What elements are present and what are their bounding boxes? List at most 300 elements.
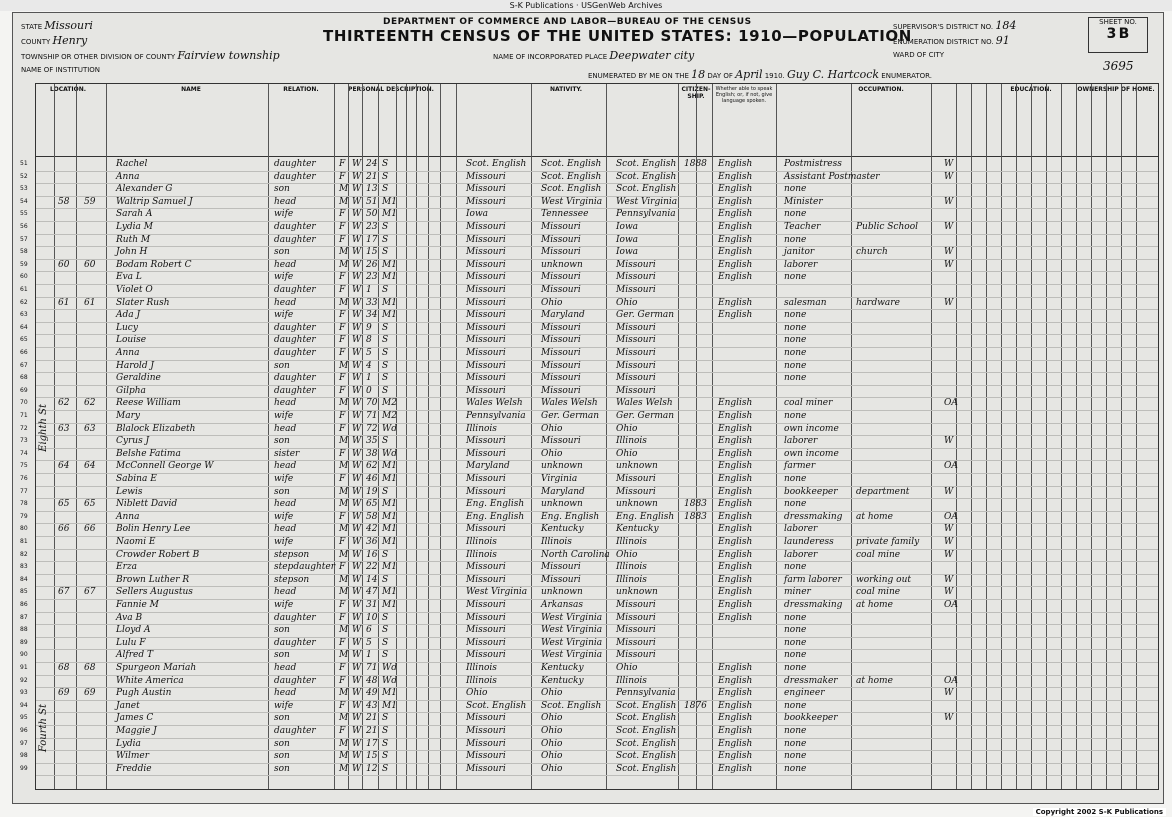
cell-race: W — [352, 726, 362, 736]
cell-occ: farm laborer — [784, 574, 842, 585]
cell-sex: F — [339, 726, 346, 736]
cell-sex: F — [339, 663, 346, 673]
cell-rel: head — [274, 688, 297, 699]
cell-ms: M1 — [382, 474, 397, 484]
cell-sex: F — [339, 474, 346, 484]
cell-ms: S — [382, 486, 389, 497]
cell-ind: working out — [856, 574, 912, 585]
cell-race: W — [352, 310, 362, 321]
cell-race: W — [352, 537, 362, 547]
table-row — [20, 574, 1158, 588]
cell-lang: English — [718, 600, 753, 610]
cell-ms: S — [382, 763, 389, 774]
cell-bp: Missouri — [466, 726, 506, 736]
state-label: STATE — [21, 23, 43, 31]
cell-fam: 63 — [84, 423, 96, 434]
cell-age: 42 — [366, 524, 378, 535]
cell-lang: English — [718, 688, 753, 699]
cell-name: Fannie M — [116, 600, 159, 610]
cell-race: W — [352, 285, 362, 295]
cell-age: 58 — [366, 511, 378, 522]
cell-bpf: unknown — [541, 499, 583, 510]
cell-age: 19 — [366, 486, 378, 497]
cell-n: 90 — [20, 651, 28, 659]
cell-lang: English — [718, 272, 753, 283]
cell-age: 10 — [366, 612, 378, 623]
cell-dw: 68 — [58, 663, 70, 673]
cell-bpm: Iowa — [616, 234, 639, 245]
cell-race: W — [352, 247, 362, 258]
table-row — [20, 523, 1158, 537]
cell-occ: none — [784, 751, 807, 762]
cell-n: 76 — [20, 475, 28, 482]
group-occupation: OCCUPATION. — [858, 86, 904, 93]
cell-sex: M — [339, 499, 349, 510]
table-row — [20, 700, 1158, 714]
cell-bpm: Scot. English — [616, 184, 677, 195]
cell-n: 91 — [20, 664, 28, 671]
table-row — [20, 460, 1158, 474]
cell-bp: Missouri — [466, 247, 506, 258]
cell-bpf: unknown — [541, 587, 583, 598]
cell-race: W — [352, 348, 362, 358]
cell-bpm: unknown — [616, 499, 658, 510]
cell-occ: Assistant Postmaster — [784, 171, 880, 182]
cell-bpf: Ohio — [541, 713, 563, 724]
cell-ms: M1 — [382, 524, 397, 535]
header-right — [893, 19, 1016, 62]
cell-bp: Missouri — [466, 234, 506, 245]
cell-occ: none — [784, 184, 807, 195]
cell-name: Waltrip Samuel J — [116, 196, 193, 207]
cell-race: W — [352, 322, 362, 333]
table-row — [20, 397, 1158, 411]
cell-bp: Missouri — [466, 625, 506, 636]
cell-ms: S — [382, 726, 389, 736]
cell-fam: 64 — [84, 461, 96, 472]
cell-name: Reese William — [116, 398, 181, 409]
cell-sex: F — [339, 373, 346, 384]
table-row — [20, 473, 1158, 487]
cell-lang: English — [718, 171, 753, 182]
cell-occ: none — [784, 209, 807, 220]
cell-race: W — [352, 751, 362, 762]
cell-ms: S — [382, 373, 389, 384]
cell-name: Rachel — [116, 159, 148, 169]
cell-bpm: Missouri — [616, 637, 656, 648]
cell-bp: Missouri — [466, 738, 506, 749]
cell-ind: at home — [856, 511, 893, 522]
cell-bpf: West Virginia — [541, 625, 603, 636]
cell-emp: W — [944, 222, 954, 232]
table-row — [20, 435, 1158, 449]
group-personal: PERSONAL DESCRIPTION. — [348, 86, 434, 93]
cell-name: Janet — [116, 700, 140, 711]
cell-ind: coal mine — [856, 549, 901, 560]
cell-race: W — [352, 499, 362, 510]
cell-occ: none — [784, 625, 807, 636]
cell-bpm: Ger. German — [616, 411, 675, 421]
cell-n: 71 — [20, 412, 28, 419]
cell-bpf: Missouri — [541, 385, 581, 396]
cell-bp: Missouri — [466, 650, 506, 661]
cell-race: W — [352, 222, 362, 232]
cell-bp: Missouri — [466, 272, 506, 283]
cell-bpf: Ohio — [541, 297, 563, 308]
cell-race: W — [352, 549, 362, 560]
cell-rel: son — [274, 247, 290, 258]
cell-fam: 69 — [84, 688, 96, 699]
cell-ms: S — [382, 184, 389, 195]
cell-age: 12 — [366, 763, 378, 774]
cell-emp: W — [944, 259, 954, 270]
cell-rel: daughter — [274, 335, 316, 346]
cell-age: 50 — [366, 209, 378, 220]
cell-ms: M1 — [382, 461, 397, 472]
cell-race: W — [352, 171, 362, 182]
cell-bp: Pennsylvania — [466, 411, 526, 421]
cell-bpf: Ohio — [541, 726, 563, 736]
incorp-label: NAME OF INCORPORATED PLACE — [493, 53, 608, 61]
cell-race: W — [352, 234, 362, 245]
table-row — [20, 334, 1158, 348]
cell-bpm: Ohio — [616, 448, 638, 459]
cell-race: W — [352, 209, 362, 220]
cell-bpf: Missouri — [541, 348, 581, 358]
cell-name: Bodam Robert C — [116, 259, 192, 270]
cell-rel: daughter — [274, 159, 316, 169]
cell-rel: wife — [274, 209, 294, 220]
cell-age: 65 — [366, 499, 378, 510]
cell-bpm: unknown — [616, 587, 658, 598]
cell-ms: Wd — [382, 675, 398, 686]
cell-rel: son — [274, 625, 290, 636]
cell-bp: Missouri — [466, 171, 506, 182]
group-ownership: OWNERSHIP OF HOME. — [1077, 86, 1155, 93]
cell-rel: wife — [274, 272, 294, 283]
cell-bpm: Illinois — [616, 436, 647, 447]
table-row — [20, 549, 1158, 563]
cell-bpm: Scot. English — [616, 726, 677, 736]
cell-bpf: Virginia — [541, 474, 578, 484]
cell-age: 9 — [366, 322, 372, 333]
township-label: TOWNSHIP OR OTHER DIVISION OF COUNTY — [21, 53, 176, 61]
group-location: LOCATION. — [49, 86, 87, 93]
cell-age: 34 — [366, 310, 378, 321]
cell-bp: Missouri — [466, 436, 506, 447]
cell-age: 17 — [366, 738, 378, 749]
cell-bpm: Iowa — [616, 222, 639, 232]
table-row — [20, 322, 1158, 336]
cell-rel: stepdaughter — [274, 562, 336, 573]
cell-lang: English — [718, 524, 753, 535]
table-row — [20, 675, 1158, 689]
cell-name: Bolin Henry Lee — [116, 524, 191, 535]
table-row — [20, 637, 1158, 651]
cell-age: 13 — [366, 184, 378, 195]
cell-name: Anna — [116, 171, 140, 182]
cell-lang: English — [718, 738, 753, 749]
cell-age: 47 — [366, 587, 378, 598]
cell-bp: Illinois — [466, 549, 497, 560]
cell-bpm: Illinois — [616, 562, 647, 573]
table-row — [20, 738, 1158, 752]
cell-age: 48 — [366, 675, 378, 686]
cell-sex: M — [339, 549, 349, 560]
county-value: Henry — [52, 34, 88, 47]
table-row — [20, 624, 1158, 638]
cell-lang: English — [718, 751, 753, 762]
cell-emp: W — [944, 688, 954, 699]
table-row — [20, 208, 1158, 222]
cell-bp: Missouri — [466, 196, 506, 207]
cell-name: Louise — [116, 335, 147, 346]
cell-bp: Missouri — [466, 713, 506, 724]
cell-bpm: Ohio — [616, 549, 638, 560]
cell-race: W — [352, 159, 362, 169]
cell-bpf: West Virginia — [541, 196, 603, 207]
table-row — [20, 410, 1158, 424]
cell-bpf: Tennessee — [541, 209, 589, 220]
cell-n: 95 — [20, 714, 28, 722]
cell-name: Erza — [116, 562, 137, 573]
cell-race: W — [352, 297, 362, 308]
cell-sex: M — [339, 650, 349, 661]
cell-bpf: Arkansas — [541, 600, 584, 610]
cell-sex: M — [339, 196, 349, 207]
cell-n: 62 — [20, 298, 28, 306]
cell-race: W — [352, 474, 362, 484]
cell-age: 15 — [366, 247, 378, 258]
cell-bpf: Ohio — [541, 688, 563, 699]
cell-bp: Missouri — [466, 360, 506, 371]
table-row — [20, 725, 1158, 739]
cell-name: Harold J — [116, 360, 155, 371]
cell-race: W — [352, 637, 362, 648]
cell-ms: M1 — [382, 600, 397, 610]
cell-name: Violet O — [116, 285, 153, 295]
cell-lang: English — [718, 448, 753, 459]
cell-bp: Illinois — [466, 675, 497, 686]
street-label-1: Eighth St — [38, 404, 49, 452]
cell-name: Alfred T — [116, 650, 153, 661]
cell-sex: M — [339, 524, 349, 535]
cell-n: 99 — [20, 764, 28, 772]
cell-race: W — [352, 436, 362, 447]
cell-emp: W — [944, 574, 954, 585]
cell-ind: church — [856, 247, 888, 258]
cell-occ: janitor — [784, 247, 815, 258]
table-row — [20, 498, 1158, 512]
cell-ind: at home — [856, 600, 893, 610]
sup-value: 184 — [995, 19, 1017, 32]
group-education: EDUCATION. — [1010, 86, 1052, 93]
cell-lang: English — [718, 663, 753, 673]
cell-sex: F — [339, 537, 346, 547]
cell-age: 46 — [366, 474, 378, 484]
cell-race: W — [352, 385, 362, 396]
cell-lang: English — [718, 499, 753, 510]
cell-n: 68 — [20, 374, 28, 382]
cell-fam: 68 — [84, 663, 96, 673]
cell-bpf: Scot. English — [541, 184, 602, 195]
cell-emp: W — [944, 587, 954, 598]
cell-lang: English — [718, 234, 753, 245]
cell-sex: M — [339, 360, 349, 371]
cell-n: 98 — [20, 752, 28, 760]
cell-race: W — [352, 411, 362, 421]
cell-bpm: West Virginia — [616, 196, 678, 207]
cell-bpf: Scot. English — [541, 159, 602, 169]
cell-bp: Missouri — [466, 373, 506, 384]
cell-n: 65 — [20, 336, 28, 344]
table-row — [20, 183, 1158, 197]
cell-name: Lydia M — [116, 222, 153, 232]
cell-emp: W — [944, 549, 954, 560]
enum-label: ENUMERATED BY ME ON THE — [588, 72, 689, 80]
cell-race: W — [352, 486, 362, 497]
cell-lang: English — [718, 209, 753, 220]
cell-bpm: Missouri — [616, 335, 656, 346]
cell-bpm: Missouri — [616, 474, 656, 484]
cell-bpf: Kentucky — [541, 663, 584, 673]
cell-age: 36 — [366, 537, 378, 547]
ward-label: WARD OF CITY — [893, 51, 945, 59]
cell-name: White America — [116, 675, 184, 686]
cell-emp: W — [944, 171, 954, 182]
cell-dw: 66 — [58, 524, 70, 535]
cell-dw: 69 — [58, 688, 70, 699]
cell-bp: Missouri — [466, 612, 506, 623]
top-banner: S-K Publications · USGenWeb Archives — [0, 0, 1172, 11]
cell-occ: none — [784, 272, 807, 283]
day-of-label: DAY OF — [707, 72, 733, 80]
cell-age: 23 — [366, 222, 378, 232]
cell-sex: F — [339, 234, 346, 245]
ed-value: 91 — [995, 34, 1010, 47]
cell-bpm: Pennsylvania — [616, 688, 676, 699]
table-row — [20, 662, 1158, 676]
cell-lang: English — [718, 222, 753, 232]
cell-rel: daughter — [274, 612, 316, 623]
cell-bp: Missouri — [466, 763, 506, 774]
cell-bp: Missouri — [466, 285, 506, 295]
cell-emp: W — [944, 247, 954, 258]
cell-race: W — [352, 713, 362, 724]
cell-sex: M — [339, 259, 349, 270]
cell-bpf: Missouri — [541, 322, 581, 333]
cell-fam: 60 — [84, 259, 96, 270]
cell-age: 70 — [366, 398, 378, 409]
cell-occ: miner — [784, 587, 811, 598]
sheet-side: B — [1118, 26, 1130, 42]
cell-age: 49 — [366, 688, 378, 699]
cell-ms: M1 — [382, 310, 397, 321]
table-row — [20, 511, 1158, 525]
cell-sex: F — [339, 411, 346, 421]
table-row — [20, 347, 1158, 361]
cell-name: Eva L — [116, 272, 142, 283]
cell-imm: 1876 — [684, 700, 707, 711]
cell-occ: none — [784, 663, 807, 673]
cell-ind: department — [856, 486, 910, 497]
cell-sex: M — [339, 751, 349, 762]
cell-dw: 67 — [58, 587, 70, 598]
cell-ms: S — [382, 436, 389, 447]
cell-n: 56 — [20, 223, 28, 230]
table-row — [20, 158, 1158, 172]
cell-lang: English — [718, 310, 753, 321]
cell-bpm: Pennsylvania — [616, 209, 676, 220]
cell-emp: OA — [944, 600, 958, 610]
cell-bp: Wales Welsh — [466, 398, 523, 409]
cell-n: 70 — [20, 399, 28, 407]
cell-race: W — [352, 360, 362, 371]
cell-sex: M — [339, 625, 349, 636]
cell-race: W — [352, 184, 362, 195]
cell-race: W — [352, 625, 362, 636]
cell-age: 26 — [366, 259, 378, 270]
cell-n: 69 — [20, 386, 28, 394]
cell-race: W — [352, 763, 362, 774]
cell-age: 15 — [366, 751, 378, 762]
cell-fam: 66 — [84, 524, 96, 535]
cell-age: 33 — [366, 297, 378, 308]
cell-rel: son — [274, 436, 290, 447]
cell-imm: 1883 — [684, 511, 707, 522]
cell-rel: wife — [274, 411, 294, 421]
cell-sex: M — [339, 738, 349, 749]
cell-lang: English — [718, 474, 753, 484]
cell-bp: Missouri — [466, 637, 506, 648]
cell-emp: W — [944, 436, 954, 447]
cell-name: Slater Rush — [116, 297, 170, 308]
cell-n: 51 — [20, 160, 28, 167]
cell-sex: F — [339, 562, 346, 573]
cell-sex: M — [339, 574, 349, 585]
cell-rel: head — [274, 196, 297, 207]
cell-age: 22 — [366, 562, 378, 573]
cell-age: 5 — [366, 348, 372, 358]
cell-name: Sabina E — [116, 474, 157, 484]
cell-ms: M1 — [382, 700, 397, 711]
table-row — [20, 271, 1158, 285]
cell-sex: M — [339, 184, 349, 195]
cell-age: 71 — [366, 663, 378, 673]
cell-race: W — [352, 574, 362, 585]
cell-ms: M1 — [382, 209, 397, 220]
cell-bpf: Maryland — [541, 310, 585, 321]
cell-name: Anna — [116, 348, 140, 358]
cell-ms: S — [382, 322, 389, 333]
cell-lang: English — [718, 423, 753, 434]
cell-age: 24 — [366, 159, 378, 169]
cell-emp: OA — [944, 511, 958, 522]
cell-fam: 61 — [84, 297, 96, 308]
enumeration-line — [588, 68, 932, 81]
cell-ms: S — [382, 612, 389, 623]
cell-bpm: Missouri — [616, 625, 656, 636]
cell-lang: English — [718, 574, 753, 585]
cell-bp: Eng. English — [466, 499, 525, 510]
cell-occ: none — [784, 650, 807, 661]
cell-n: 85 — [20, 588, 28, 596]
cell-rel: daughter — [274, 285, 316, 295]
enumerator-label: ENUMERATOR. — [881, 72, 932, 80]
cell-name: McConnell George W — [116, 461, 214, 472]
cell-lang: English — [718, 184, 753, 195]
cell-name: Alexander G — [116, 184, 173, 195]
